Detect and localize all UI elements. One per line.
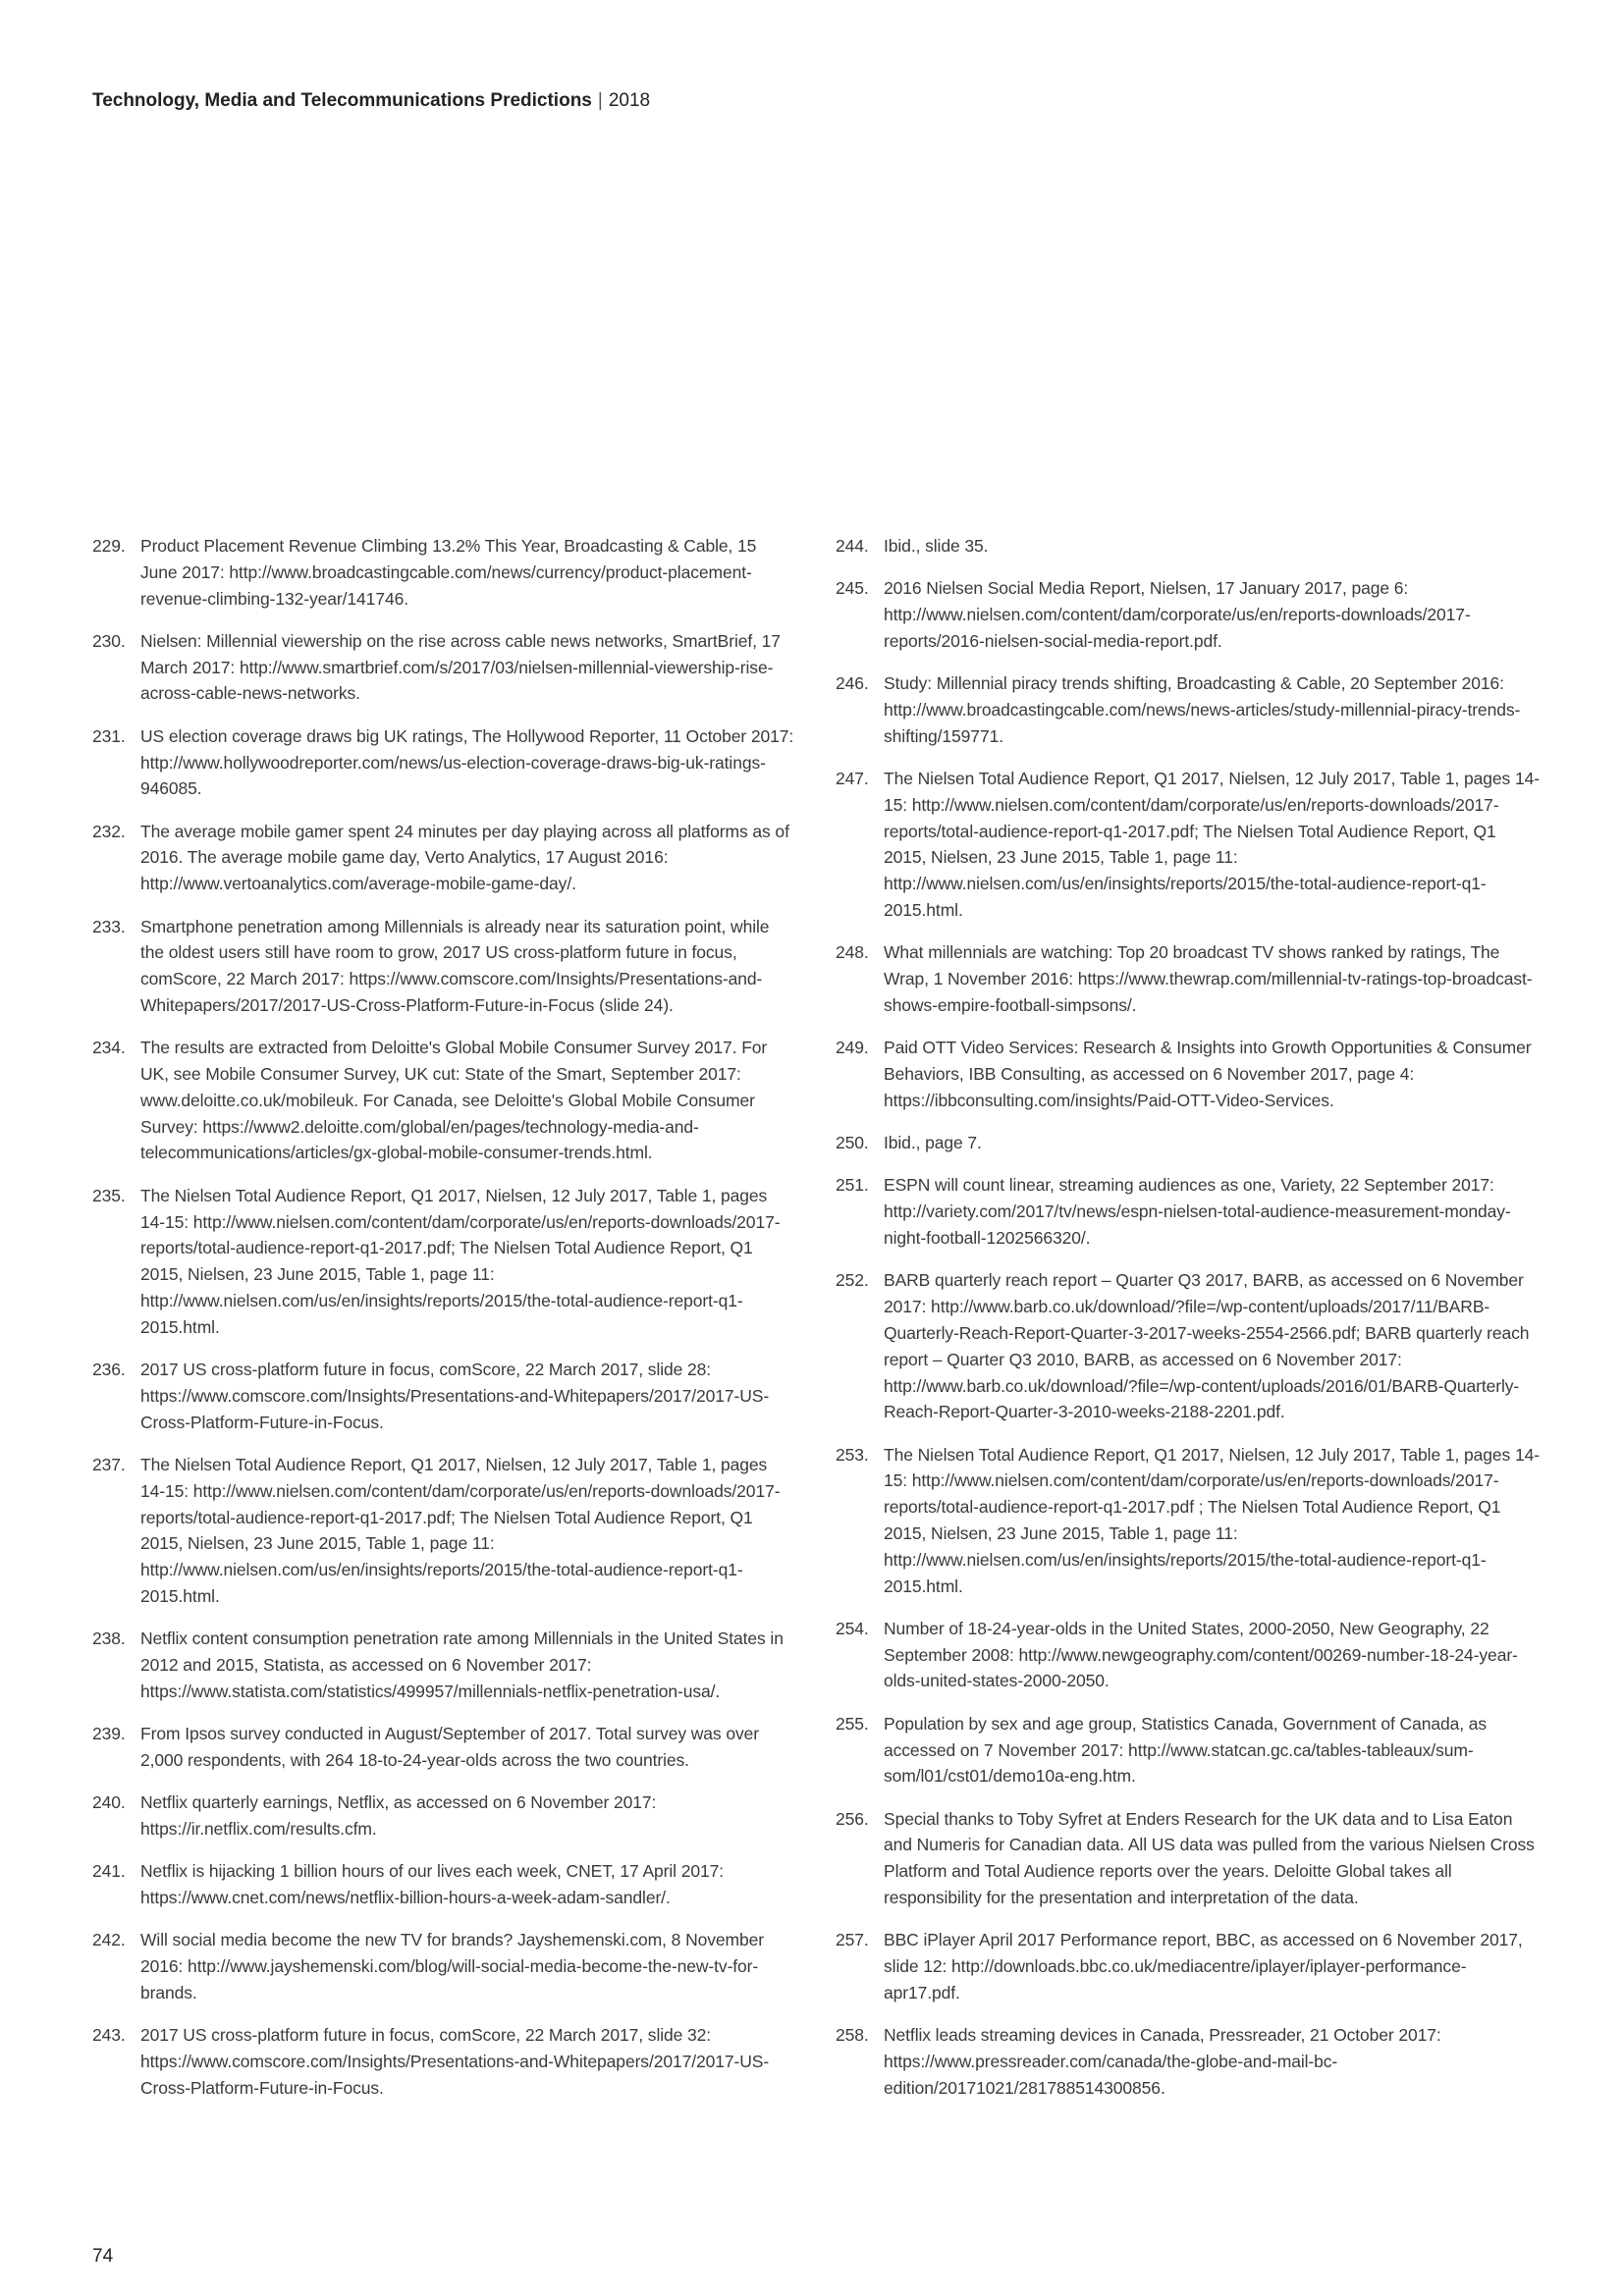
endnote-text: BBC iPlayer April 2017 Performance report, BBC, as accessed on 6 November 2017, slide 12: http://downloads.bbc.co.uk/mediacentre/iplayer/iplayer-performance-apr17.pdf. xyxy=(884,1930,1523,2002)
endnote-number: 235. xyxy=(92,1185,126,1205)
endnote-item xyxy=(92,723,795,802)
endnote-text: Special thanks to Toby Syfret at Enders Research for the UK data and to Lisa Eaton and Numeris for Canadian data. All US data was pulled from the various Nielsen Cross Platform and Total Audience reports over the years. Deloitte Global takes all responsibility for the presentation and interpretation of the data. xyxy=(884,1808,1535,1908)
endnote-text: ESPN will count linear, streaming audiences as one, Variety, 22 September 2017: http://variety.com/2017/tv/news/espn-nielsen-total-audience-measurement-monday-night-football-1202566320/. xyxy=(884,1175,1511,1249)
endnote-item xyxy=(92,1183,795,1341)
endnote-item xyxy=(836,1035,1543,1113)
endnote-number: 250. xyxy=(836,1133,869,1153)
endnote-item xyxy=(836,533,1543,560)
endnote-number: 240. xyxy=(92,1792,126,1813)
endnote-item xyxy=(836,1711,1543,1789)
endnote-item xyxy=(836,1616,1543,1694)
endnote-text: Will social media become the new TV for brands? Jayshemenski.com, 8 November 2016: http://www.jayshemenski.com/blog/will-social-media-become-the-new-tv-for-brands. xyxy=(140,1930,764,2002)
endnote-number: 251. xyxy=(836,1175,869,1196)
endnote-number: 245. xyxy=(836,578,869,599)
endnote-number: 241. xyxy=(92,1861,126,1882)
endnote-item xyxy=(92,1357,795,1435)
endnote-item xyxy=(92,1721,795,1774)
endnote-item xyxy=(836,766,1543,924)
endnote-text: Population by sex and age group, Statistics Canada, Government of Canada, as accessed on 7 November 2017: http://www.statcan.gc.ca/tables-tableaux/sum-som/l01/cst01/demo10a-eng.htm. xyxy=(884,1713,1488,1787)
endnote-text: Netflix content consumption penetration rate among Millennials in the United States in 2012 and 2015, Statista, as accessed on 6 November 2017: https://www.statista.com/statistics/499957/millennials-netflix-penetration-usa/. xyxy=(140,1629,784,1701)
header-year: 2018 xyxy=(608,90,651,111)
endnote-text: Netflix quarterly earnings, Netflix, as accessed on 6 November 2017: https://ir.netflix.com/results.cfm. xyxy=(140,1792,657,1839)
endnote-item xyxy=(92,914,795,1019)
endnote-number: 232. xyxy=(92,821,126,841)
endnote-text: The Nielsen Total Audience Report, Q1 2017, Nielsen, 12 July 2017, Table 1, pages 14-15: http://www.nielsen.com/content/dam/corporate/us/en/reports-downloads/2017-reports/total-audience-report-q1-2017.pdf; The Nielsen Total Audience Report, Q1 2015, Nielsen, 23 June 2015, Table 1, page 11: http://www.nielsen.com/us/en/insights/reports/2015/the-total-audience-report-q1-2015.html. xyxy=(884,769,1540,921)
endnote-item xyxy=(836,1806,1543,1911)
endnote-number: 242. xyxy=(92,1930,126,1950)
endnote-text: 2017 US cross-platform future in focus, comScore, 22 March 2017, slide 32: https://www.comscore.com/Insights/Presentations-and-Whitepapers/2017/2017-US-Cross-Platform-Future-in-Focus. xyxy=(140,2025,770,2098)
endnote-text: Number of 18-24-year-olds in the United States, 2000-2050, New Geography, 22 September 2008: http://www.newgeography.com/content/00269-number-18-24-year-olds-united-states-2000-2050. xyxy=(884,1618,1518,1691)
endnote-item xyxy=(836,670,1543,749)
endnote-number: 256. xyxy=(836,1808,869,1829)
endnote-item xyxy=(92,533,795,612)
endnote-text: Paid OTT Video Services: Research & Insights into Growth Opportunities & Consumer Behaviors, IBB Consulting, as accessed on 6 November 2017, page 4: https://ibbconsulting.com/insights/Paid-OTT-Video-Services. xyxy=(884,1038,1532,1110)
endnote-number: 252. xyxy=(836,1270,869,1291)
endnote-text: Ibid., page 7. xyxy=(884,1133,982,1153)
endnote-item xyxy=(92,1789,795,1842)
endnote-number: 254. xyxy=(836,1618,869,1638)
endnote-text: The Nielsen Total Audience Report, Q1 2017, Nielsen, 12 July 2017, Table 1, pages 14-15: http://www.nielsen.com/content/dam/corporate/us/en/reports-downloads/2017-reports/total-audience-report-q1-2017.pdf; The Nielsen Total Audience Report, Q1 2015, Nielsen, 23 June 2015, Table 1, page 11: http://www.nielsen.com/us/en/insights/reports/2015/the-total-audience-report-q1-2015.html. xyxy=(140,1185,781,1337)
endnote-text: Product Placement Revenue Climbing 13.2% This Year, Broadcasting & Cable, 15 June 2017: http://www.broadcastingcable.com/news/currency/product-placement-revenue-climbing-132-year/141746. xyxy=(140,536,757,609)
endnote-text: Netflix leads streaming devices in Canada, Pressreader, 21 October 2017: https://www.pressreader.com/canada/the-globe-and-mail-bc-edition/20171021/281788514300856. xyxy=(884,2025,1441,2098)
endnote-text: The Nielsen Total Audience Report, Q1 2017, Nielsen, 12 July 2017, Table 1, pages 14-15: http://www.nielsen.com/content/dam/corporate/us/en/reports-downloads/2017-reports/total-audience-report-q1-2017.pdf ; The Nielsen Total Audience Report, Q1 2015, Nielsen, 23 June 2015, Table 1, page 11: http://www.nielsen.com/us/en/insights/reports/2015/the-total-audience-report-q1-2015.html. xyxy=(884,1444,1540,1596)
endnote-text: The results are extracted from Deloitte's Global Mobile Consumer Survey 2017. For UK, see Mobile Consumer Survey, UK cut: State of the Smart, September 2017: www.deloitte.co.uk/mobileuk. For Canada, see Deloitte's Global Mobile Consumer Survey: https://www2.deloitte.com/global/en/pages/technology-media-and-telecommunications/articles/gx-global-mobile-consumer-trends.html. xyxy=(140,1038,768,1163)
endnote-text: What millennials are watching: Top 20 broadcast TV shows ranked by ratings, The Wrap, 1 November 2016: https://www.thewrap.com/millennial-tv-ratings-top-broadcast-shows-empire-football-simpsons/. xyxy=(884,942,1533,1015)
endnote-item xyxy=(836,575,1543,654)
endnote-text: The average mobile gamer spent 24 minutes per day playing across all platforms as of 2016. The average mobile game day, Verto Analytics, 17 August 2016: http://www.vertoanalytics.com/average-mobile-game-day/. xyxy=(140,821,789,894)
endnotes-right-column xyxy=(836,533,1543,2117)
endnote-text: The Nielsen Total Audience Report, Q1 2017, Nielsen, 12 July 2017, Table 1, pages 14-15: http://www.nielsen.com/content/dam/corporate/us/en/reports-downloads/2017-reports/total-audience-report-q1-2017.pdf; The Nielsen Total Audience Report, Q1 2015, Nielsen, 23 June 2015, Table 1, page 11: http://www.nielsen.com/us/en/insights/reports/2015/the-total-audience-report-q1-2015.html. xyxy=(140,1454,781,1606)
endnote-number: 237. xyxy=(92,1454,126,1474)
endnote-text: 2016 Nielsen Social Media Report, Nielsen, 17 January 2017, page 6: http://www.nielsen.com/content/dam/corporate/us/en/reports-downloads/2017-reports/2016-nielsen-social-media-report.pdf. xyxy=(884,578,1471,651)
endnote-number: 246. xyxy=(836,673,869,694)
endnote-text: Nielsen: Millennial viewership on the rise across cable news networks, SmartBrief, 17 March 2017: http://www.smartbrief.com/s/2017/03/nielsen-millennial-viewership-rise-across-cable-news-networks. xyxy=(140,630,781,704)
endnotes-left-column xyxy=(92,533,795,2117)
endnote-number: 243. xyxy=(92,2025,126,2046)
endnote-item xyxy=(836,1442,1543,1600)
endnote-item xyxy=(92,628,795,707)
endnote-number: 258. xyxy=(836,2025,869,2046)
endnote-item xyxy=(92,1035,795,1166)
endnote-number: 233. xyxy=(92,916,126,936)
endnote-item xyxy=(836,1130,1543,1156)
endnote-item xyxy=(836,1172,1543,1251)
endnote-item xyxy=(92,819,795,897)
endnote-item xyxy=(836,939,1543,1018)
running-header xyxy=(92,90,650,112)
endnote-item xyxy=(836,1927,1543,2005)
endnote-text: Smartphone penetration among Millennials is already near its saturation point, while the oldest users still have room to grow, 2017 US cross-platform future in focus, comScore, 22 March 2017: https://www.comscore.com/Insights/Presentations-and-Whitepapers/2017/2017-US-Cross-Platform-Future-in-Focus (slide 24). xyxy=(140,916,770,1015)
endnote-text: Study: Millennial piracy trends shifting, Broadcasting & Cable, 20 September 2016: http://www.broadcastingcable.com/news/news-articles/study-millennial-piracy-trends-shifting/159771. xyxy=(884,673,1521,746)
endnote-item xyxy=(92,1452,795,1610)
endnote-number: 230. xyxy=(92,630,126,651)
header-separator: | xyxy=(597,90,603,111)
endnote-text: From Ipsos survey conducted in August/September of 2017. Total survey was over 2,000 respondents, with 264 18-to-24-year-olds across the two countries. xyxy=(140,1724,759,1770)
endnote-number: 244. xyxy=(836,536,869,556)
endnote-number: 253. xyxy=(836,1444,869,1465)
endnote-item xyxy=(836,1267,1543,1425)
endnote-number: 236. xyxy=(92,1360,126,1380)
endnote-number: 239. xyxy=(92,1724,126,1744)
endnote-number: 255. xyxy=(836,1713,869,1734)
endnote-number: 248. xyxy=(836,942,869,963)
page-number: 74 xyxy=(92,2246,114,2267)
endnote-number: 229. xyxy=(92,536,126,556)
endnote-item xyxy=(836,2022,1543,2101)
endnote-number: 234. xyxy=(92,1038,126,1058)
endnote-item xyxy=(92,1626,795,1704)
endnote-number: 249. xyxy=(836,1038,869,1058)
endnote-text: Netflix is hijacking 1 billion hours of our lives each week, CNET, 17 April 2017: https://www.cnet.com/news/netflix-billion-hours-a-week-adam-sandler/. xyxy=(140,1861,725,1908)
endnote-item xyxy=(92,2022,795,2101)
endnote-number: 231. xyxy=(92,725,126,746)
header-title: Technology, Media and Telecommunications Predictions xyxy=(92,90,592,111)
endnote-text: BARB quarterly reach report – Quarter Q3 2017, BARB, as accessed on 6 November 2017: http://www.barb.co.uk/download/?file=/wp-content/uploads/2017/11/BARB-Quarterly-Reach-Report-Quarter-3-2017-weeks-2554-2566.pdf; BARB quarterly reach report – Quarter Q3 2010, BARB, as accessed on 6 November 2017: http://www.barb.co.uk/download/?file=/wp-content/uploads/2016/01/BARB-Quarterly-Reach-Report-Quarter-3-2010-weeks-2188-2201.pdf. xyxy=(884,1270,1530,1422)
endnote-text: 2017 US cross-platform future in focus, comScore, 22 March 2017, slide 28: https://www.comscore.com/Insights/Presentations-and-Whitepapers/2017/2017-US-Cross-Platform-Future-in-Focus. xyxy=(140,1360,770,1432)
endnote-number: 257. xyxy=(836,1930,869,1950)
endnote-text: Ibid., slide 35. xyxy=(884,536,989,556)
endnote-item xyxy=(92,1858,795,1911)
endnote-text: US election coverage draws big UK ratings, The Hollywood Reporter, 11 October 2017: http://www.hollywoodreporter.com/news/us-election-coverage-draws-big-uk-ratings-946085. xyxy=(140,725,794,799)
endnote-number: 238. xyxy=(92,1629,126,1649)
endnote-number: 247. xyxy=(836,769,869,789)
endnote-item xyxy=(92,1927,795,2005)
